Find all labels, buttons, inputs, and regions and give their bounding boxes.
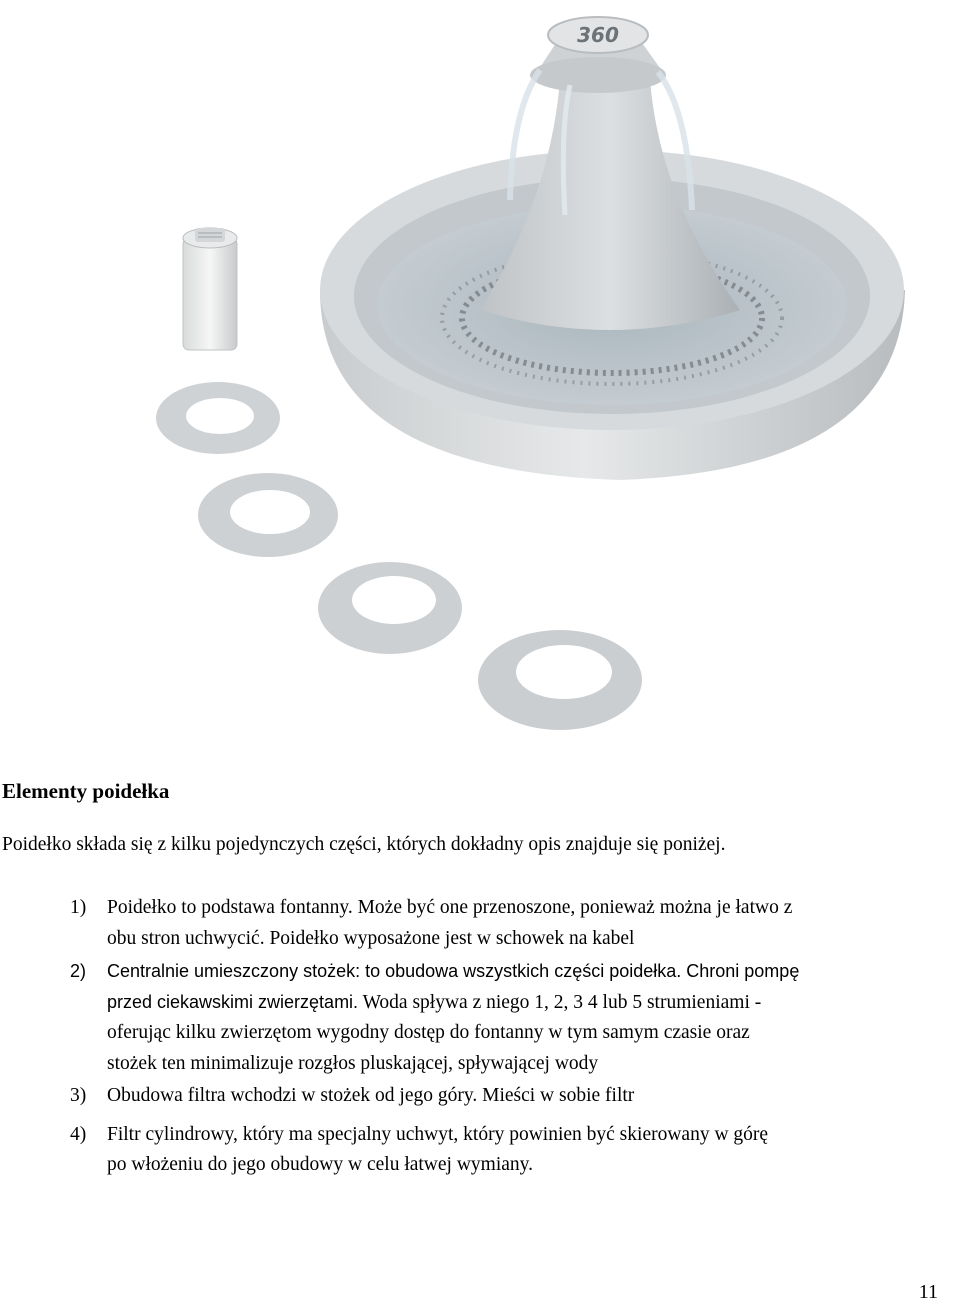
flow-ring-2 — [198, 473, 338, 557]
list-line: Centralnie umieszczony stożek: to obudowa wszystkich części poidełka. Chroni pompę — [107, 961, 800, 981]
list-line: przed ciekawskimi zwierzętami. — [107, 991, 359, 1012]
list-item-3 — [0, 1081, 958, 1112]
list-line: Filtr cylindrowy, który ma specjalny uchwyt, który powinien być skierowany w górę — [107, 1123, 769, 1145]
product-illustration — [140, 0, 940, 740]
list-line: Obudowa filtra wchodzi w stożek od jego góry. Mieści w sobie filtr — [107, 1085, 635, 1106]
list-number: 2) — [70, 961, 87, 981]
list-number: 3) — [70, 1085, 87, 1106]
list-number: 4) — [70, 1123, 87, 1145]
intro-paragraph: Poidełko składa się z kilku pojedynczych części, których dokładny opis znajduje się poniżej. — [2, 834, 726, 855]
list-line: stożek ten minimalizuje rozgłos pluskającej, spływającej wody — [107, 1052, 599, 1074]
flow-ring-3 — [318, 562, 462, 654]
brand-logo: 360 — [577, 23, 619, 47]
filter-cartridge — [183, 228, 237, 350]
flow-ring-4 — [478, 630, 642, 730]
list-line: oferując kilku zwierzętom wygodny dostęp do fontanny w tym samym czasie oraz — [107, 1022, 750, 1043]
list-line: Poidełko to podstawa fontanny. Może być one przenoszone, ponieważ można je łatwo z — [107, 897, 793, 918]
parts-list — [0, 893, 958, 1181]
list-line: po włożeniu do jego obudowy w celu łatwej wymiany. — [107, 1154, 534, 1175]
list-line: Woda spływa z niego 1, 2, 3 4 lub 5 strumieniami - — [358, 991, 762, 1013]
list-item-2 — [0, 956, 958, 1079]
flow-ring-1 — [156, 382, 280, 454]
list-item-1 — [0, 893, 958, 954]
list-line: obu stron uchwycić. Poidełko wyposażone jest w schowek na kabel — [107, 927, 635, 949]
list-item-4 — [0, 1120, 958, 1181]
list-number: 1) — [70, 897, 87, 918]
page-number: 11 — [918, 1281, 938, 1303]
section-heading: Elementy poidełka — [2, 779, 170, 803]
